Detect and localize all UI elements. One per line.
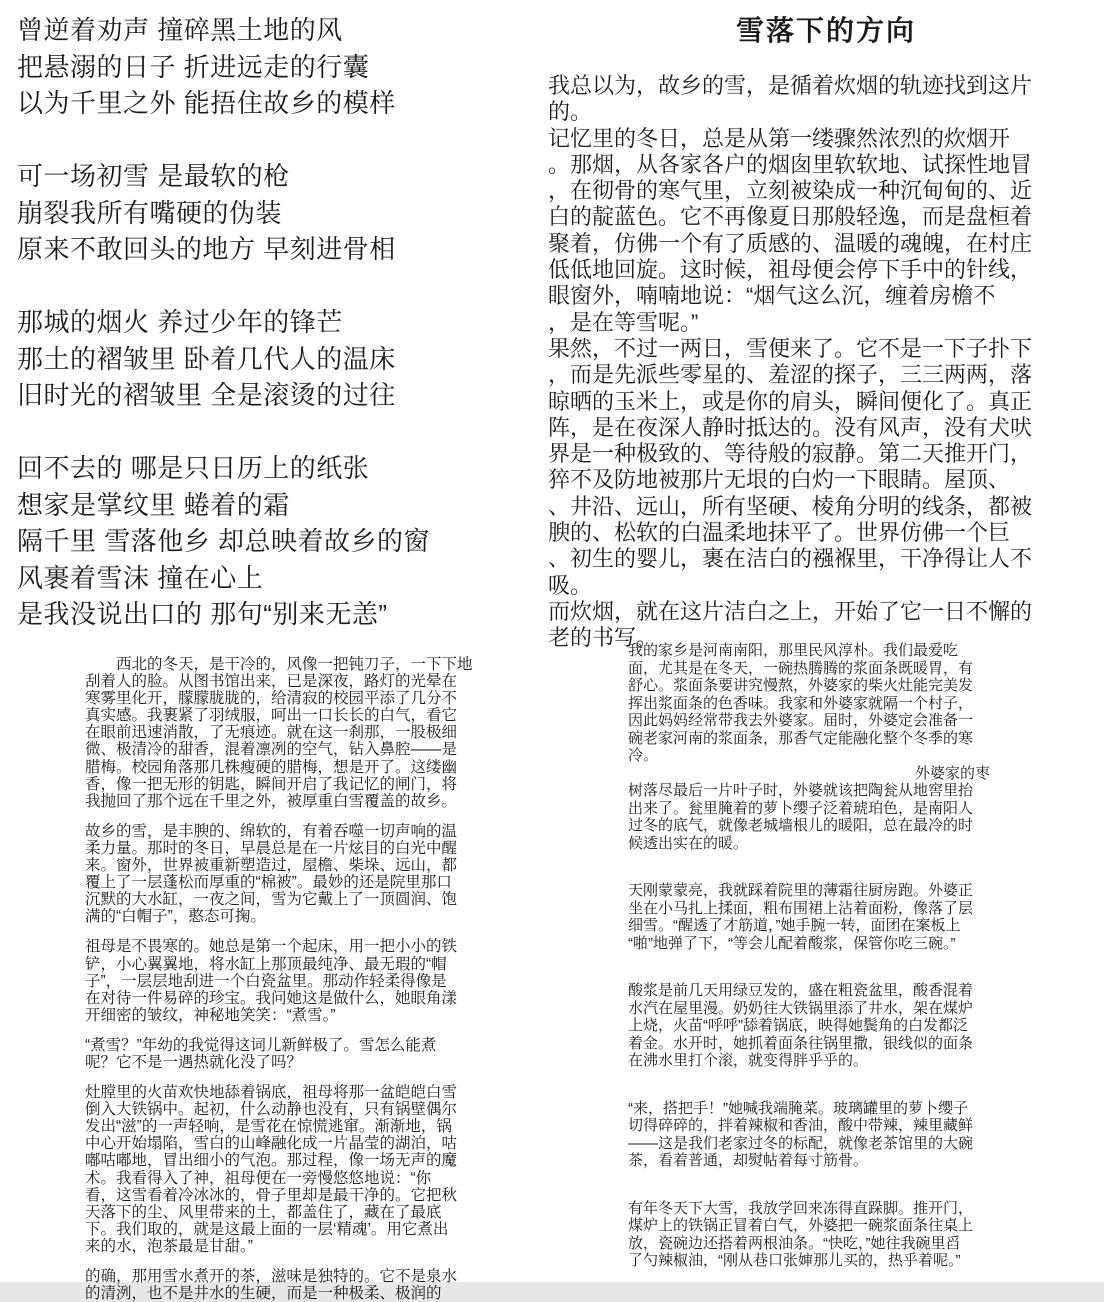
essay-title: 雪落下的方向 [735,15,916,46]
right-article-line: 茶，看着普通，却熨帖着每寸筋骨。 [628,1152,869,1169]
poem-line: 是我没说出口的 那句“别来无恙” [17,599,388,629]
left-article-paragraph [85,823,515,926]
left-article-line: 铲，小心翼翼地，将水缸上那顶最纯净、最无瑕的“帽 [85,955,447,973]
right-article-line: 天刚蒙蒙亮，我就踩着院里的薄霜往厨房跑。外婆正 [628,882,974,899]
left-article-paragraph [85,1037,515,1071]
poem-line: 那城的烟火 养过少年的锋芒 [17,307,343,337]
essay-line: 聚着，仿佛一个有了质感的、温暖的魂魄，在村庄 [548,230,1033,256]
right-article-line: 了勺辣椒油，“刚从巷口张婶那儿买的，热乎着呢。” [628,1252,961,1269]
left-article-line: 真实感。我裹紧了羽绒服，呵出一口长长的白气，看它 [85,707,458,725]
left-article-line: 在对待一件易碎的珍宝。我问她这是做什么，她眼角漾 [85,989,458,1007]
left-article-line: 柔力量。那时的冬日，早晨总是在一片炫目的白光中醒 [85,839,458,857]
poem-line: 旧时光的褶皱里 全是滚烫的过往 [17,380,396,410]
left-article-line: 刮着人的脸。从图书馆出来，已是深夜，路灯的光晕在 [85,673,458,691]
left-article-line: 腊梅。校园角落那几株瘦硬的腊梅，想是开了。这缕幽 [85,758,458,776]
right-article-line: 外婆家的枣 [914,764,990,782]
essay-line: 、井沿、远山，所有坚硬、棱角分明的线条，都被 [548,493,1033,519]
left-article-line: 的确，那用雪水煮开的茶，滋味是独特的。它不是泉水 [85,1268,458,1285]
right-article-line: 挥出浆面条的色香味。我家和外婆家就隔一个村子， [628,694,974,712]
essay-line: 果然，不过一两日，雪便来了。它不是一下子扑下 [548,335,1033,361]
essay-line: ，是在等雪呢。” [548,309,699,335]
right-article-line: 放，瓷碗边还搭着两根油条。“快吃，”她往我碗里舀 [628,1234,961,1252]
right-article-line: “啪”地弹了下，“等会儿配着酸浆，保管你吃三碗。” [628,934,956,952]
right-article-line: 过冬的底气，就像老城墙根儿的暖阳，总在最冷的时 [628,817,974,834]
right-article-paragraph [628,1100,990,1170]
left-article-line: “煮雪？”年幼的我觉得这词儿新鲜极了。雪怎么能煮 [85,1036,437,1054]
essay-line: 腴的、松软的白温柔地抹平了。世界仿佛一个巨 [548,520,1011,546]
right-article-line: 候透出实在的暖。 [628,834,749,852]
left-article-line: 的清洌，也不是井水的生硬，而是一种极柔、极润的 [85,1285,442,1302]
right-article-line: 舒心。浆面条要讲究慢熬，外婆家的柴火灶能完美发 [628,677,974,694]
right-article-line: 切得碎碎的，拌着辣椒和香油，酸中带辣，辣里藏鲜 [628,1117,974,1134]
left-article-line: 来的水，泡茶最是甘甜。” [85,1237,253,1255]
left-article-line: 术。我看得入了神，祖母便在一旁慢悠悠地说：“你 [85,1169,432,1187]
right-article-line: ——这是我们老家过冬的标配，就像老茶馆里的大碗 [628,1134,974,1152]
right-article-line: 着金。水开时，她抓着面条往锅里撒，银线似的面条 [628,1034,974,1052]
essay-line: 、初生的婴儿，裹在洁白的襁褓里，干净得让人不 [548,546,1033,572]
poem-line: 以为千里之外 能捂住故乡的模样 [17,88,396,118]
left-article [85,656,515,1302]
left-article-paragraph [85,656,515,810]
essay-line: 阵，是在夜深人静时抵达的。没有风声，没有犬吠 [548,414,1033,440]
poem-line: 可一场初雪 是最软的枪 [17,161,290,191]
essay-line: 猝不及防地被那片无垠的白灼一下眼睛。屋顶、 [548,467,1011,493]
poem-line: 想家是掌纹里 蜷着的霜 [17,489,290,520]
essay-line: 的。 [548,99,593,125]
right-article-line: 上烧，火苗“呼呼”舔着锅底，映得她鬓角的白发都泛 [628,1017,968,1034]
right-article-line: 酸浆是前几天用绿豆发的，盛在粗瓷盆里，酸香混着 [628,982,974,999]
left-article-line: 西北的冬天，是干冷的，风像一把钝刀子，一下下地 [85,656,473,673]
poem-line: 曾逆着劝声 撞碎黑土地的风 [17,15,343,45]
left-article-paragraph [85,1084,515,1255]
poem-line: 把悬溺的日子 折进远走的行囊 [17,51,370,82]
left-article-line: 天落下的尘、风里带来的土，都盖住了，藏在了最底 [85,1203,442,1221]
left-article-line: 中心开始塌陷，雪白的山峰融化成一片晶莹的湖泊，咕 [85,1135,458,1153]
right-article-line: 出来了。瓮里腌着的萝卜缨子泛着琥珀色，是南阳人 [628,799,974,817]
left-article-paragraph [85,1268,515,1302]
right-article-line: 碗老家河南的浆面条，那香气定能融化整个冬季的寒 [628,729,974,747]
right-article-line: 我的家乡是河南南阳，那里民风淳朴。我们最爱吃 [628,642,959,659]
left-article-line: 覆上了一层蓬松而厚重的“棉被”。最妙的还是院里那口 [85,874,452,892]
right-article-line: 有年冬天下大雪，我放学回来冻得直跺脚。推开门， [628,1199,974,1217]
left-article-line: 呢？它不是一遇热就化没了吗？ [85,1053,303,1071]
essay-line: 界是一种极致的、等待般的寂静。第二天推开门， [548,441,1033,467]
right-article-paragraph [628,882,990,952]
essay-line: 记忆里的冬日，总是从第一缕骤然浓烈的炊烟开 [548,125,1011,151]
left-article-line: 开细密的皱纹，神秘地笑笑：“煮雪。” [85,1006,336,1024]
left-article-line: 发出“滋”的一声轻响，是雪花在惊慌逃窜。渐渐地，锅 [85,1118,452,1136]
right-article-line: 树落尽最后一片叶子时，外婆就该把陶瓮从地窖里抬 [628,782,974,799]
left-article-line: 看，这雪看着冷冰冰的，骨子里却是最干净的。它把秋 [85,1186,458,1204]
poem-stanza [17,158,430,268]
essay-line: 眼窗外，喃喃地说：“烟气这么沉，缠着房檐不 [548,283,996,309]
essay-line: ，而是先派些零星的、羞涩的探子，三三两两，落 [548,362,1033,388]
right-article-line: 水汽在屋里漫。奶奶往大铁锅里添了井水，架在煤炉 [628,999,974,1017]
poem-line: 风裹着雪沫 撞在心上 [17,562,264,593]
right-article [628,642,990,1282]
right-article-line: 面，尤其是在冬天，一碗热腾腾的浆面条既暖胃，有 [628,659,974,677]
right-article-line: 冷。 [628,747,659,764]
essay-line: 低低地回旋。这时候，祖母便会停下手中的针线， [548,257,1033,283]
poem-stanza [17,12,430,122]
essay-line: 。那烟，从各家各户的烟囱里软软地、试探性地冒 [548,151,1033,177]
poem-stanza [17,304,430,414]
poem-line: 那土的褶皱里 卧着几代人的温床 [17,343,396,374]
essay-line: 老的书写。 [548,625,659,651]
right-article-paragraph [628,982,990,1070]
essay-line: 吸。 [548,572,593,598]
poem-line: 回不去的 哪是只日历上的纸张 [17,453,370,483]
left-article-line: 倒入大铁锅中。起初，什么动静也没有，只有锅壁偶尔 [85,1101,458,1119]
poem [17,12,430,669]
left-article-line: 子”，一层层地刮进一个白瓷盆里。那动作轻柔得像是 [85,972,447,990]
essay-line: 我总以为，故乡的雪，是循着炊烟的轨迹找到这片 [548,73,1033,98]
left-article-line: 寒雾里化开，朦朦胧胧的，给清寂的校园平添了几分不 [85,690,458,708]
left-article-line: 故乡的雪，是丰腴的、绵软的，有着吞噬一切声响的温 [85,822,458,840]
left-article-line: 我抛回了那个远在千里之外，被厚重白雪覆盖的故乡。 [85,792,458,810]
left-article-line: 沉默的大水缸，一夜之间，雪为它戴上了一顶圆润、饱 [85,891,458,909]
poem-stanza [17,450,430,633]
left-article-line: 微、极清冷的甜香，混着凛冽的空气，钻入鼻腔——是 [85,741,458,759]
poem-line: 隔千里 雪落他乡 却总映着故乡的窗 [17,526,430,556]
right-article-line: 煤炉上的铁锅正冒着白气，外婆把一碗浆面条往桌上 [628,1217,974,1234]
right-article-line: 坐在小马扎上揉面，粗布围裙上沾着面粉，像落了层 [628,899,974,917]
right-article-line: 在沸水里打个滚，就变得胖乎乎的。 [628,1052,869,1069]
left-article-line: 在眼前迅速消散，了无痕迹。就在这一刹那，一股极细 [85,724,458,742]
poem-line: 原来不敢回头的地方 早刻进骨相 [17,234,396,264]
left-article-line: 下。我们取的，就是这最上面的一层‘精魂’。用它煮出 [85,1220,449,1238]
essay-line: 白的靛蓝色。它不再像夏日那般轻逸，而是盘桓着 [548,204,1033,230]
left-article-line: 祖母是不畏寒的。她总是第一个起床，用一把小小的铁 [85,938,458,956]
essay-line: ，在彻骨的寒气里，立刻被染成一种沉甸甸的、近 [548,178,1033,204]
right-article-line: “来，搭把手！”她喊我端腌菜。玻璃罐里的萝卜缨子 [628,1099,968,1117]
right-article-paragraph [628,1200,990,1270]
essay-line: 晾晒的玉米上，或是你的肩头，瞬间便化了。真正 [548,388,1033,414]
left-article-line: 嘟咕嘟地，冒出细小的气泡。那过程，像一场无声的魔 [85,1152,458,1170]
left-article-paragraph [85,938,515,1023]
right-article-line: 细雪。“醒透了才筋道，”她手腕一转，面团在案板上 [628,917,961,934]
essay-body [548,73,1104,653]
right-article-line: 因此妈妈经常带我去外婆家。届时，外婆定会准备一 [628,712,974,729]
essay-line: 而炊烟，就在这片洁白之上，开始了它一日不懈的 [548,598,1033,624]
left-article-line: 香，像一把无形的钥匙，瞬间开启了我记忆的闸门，将 [85,775,458,793]
left-article-line: 满的“白帽子”，憨态可掬。 [85,908,266,926]
left-article-line: 来。窗外，世界被重新塑造过，屋檐、柴垛、远山，都 [85,857,458,875]
right-article-paragraph [628,642,990,852]
left-article-line: 灶膛里的火苗欢快地舔着锅底，祖母将那一盆皑皑白雪 [85,1084,458,1102]
poem-line: 崩裂我所有嘴硬的伪装 [17,197,283,228]
